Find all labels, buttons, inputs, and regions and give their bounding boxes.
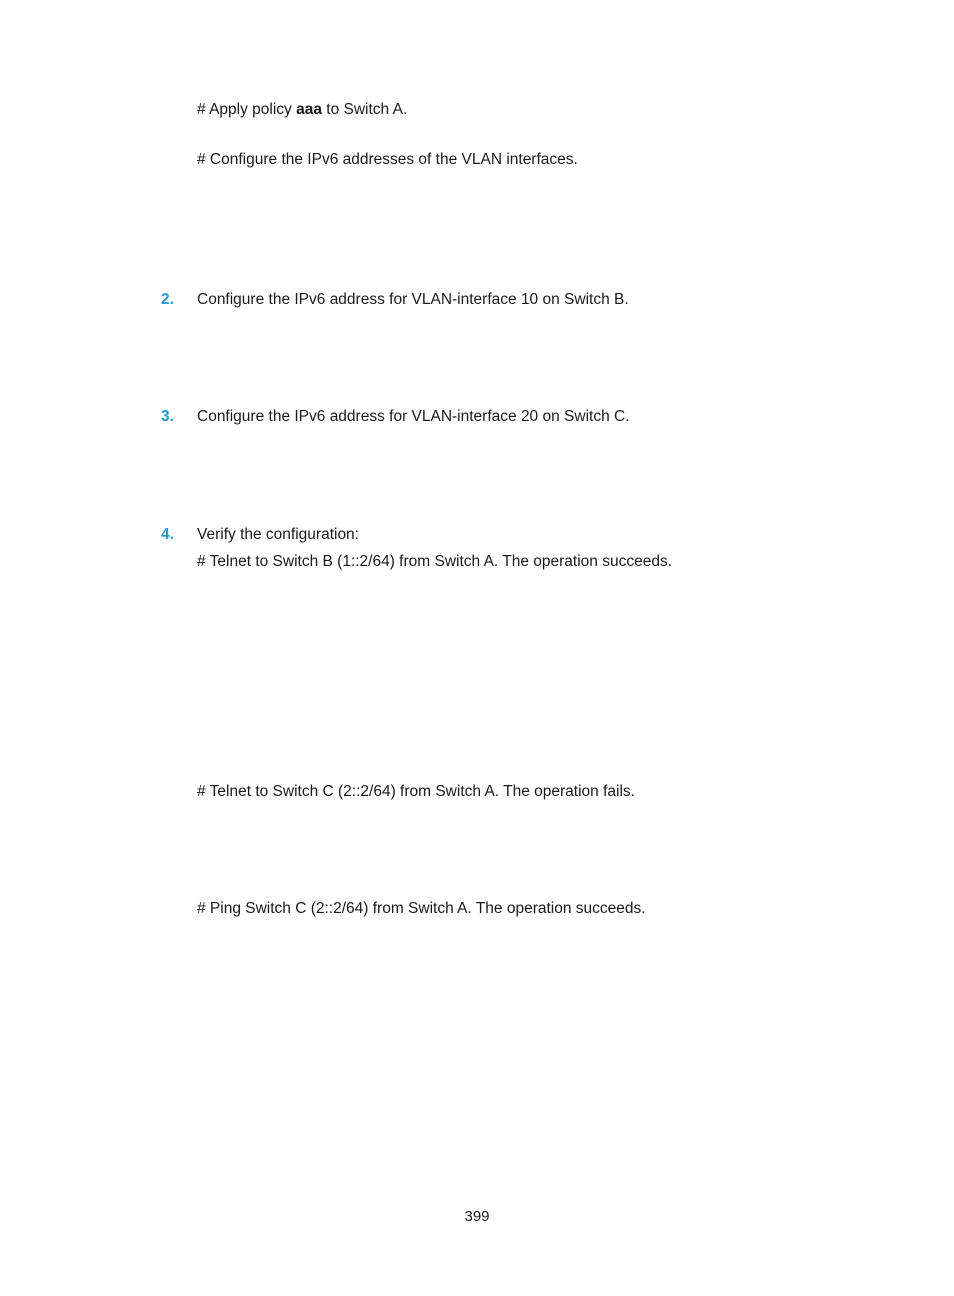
step-number: 4.: [161, 526, 174, 543]
apply-policy-prefix: # Apply policy: [197, 101, 297, 118]
telnet-switch-c-line: # Telnet to Switch C (2::2/64) from Switch A. The operation fails.: [197, 783, 635, 800]
policy-name: aaa: [296, 101, 322, 118]
step-number: 2.: [161, 291, 174, 308]
step-number: 3.: [161, 408, 174, 425]
apply-policy-suffix: to Switch A.: [321, 101, 408, 118]
telnet-switch-b-line: # Telnet to Switch B (1::2/64) from Switch A. The operation succeeds.: [197, 553, 673, 570]
ping-switch-c-line: # Ping Switch C (2::2/64) from Switch A. The operation succeeds.: [197, 900, 646, 917]
step-text: Verify the configuration:: [197, 526, 359, 543]
configure-ipv6-line: # Configure the IPv6 addresses of the VLAN interfaces.: [197, 151, 578, 168]
page-number: 399: [464, 1208, 490, 1225]
apply-policy-line: [197, 100, 407, 120]
step-text: Configure the IPv6 address for VLAN-interface 20 on Switch C.: [197, 408, 630, 425]
step-text: Configure the IPv6 address for VLAN-interface 10 on Switch B.: [197, 291, 629, 308]
